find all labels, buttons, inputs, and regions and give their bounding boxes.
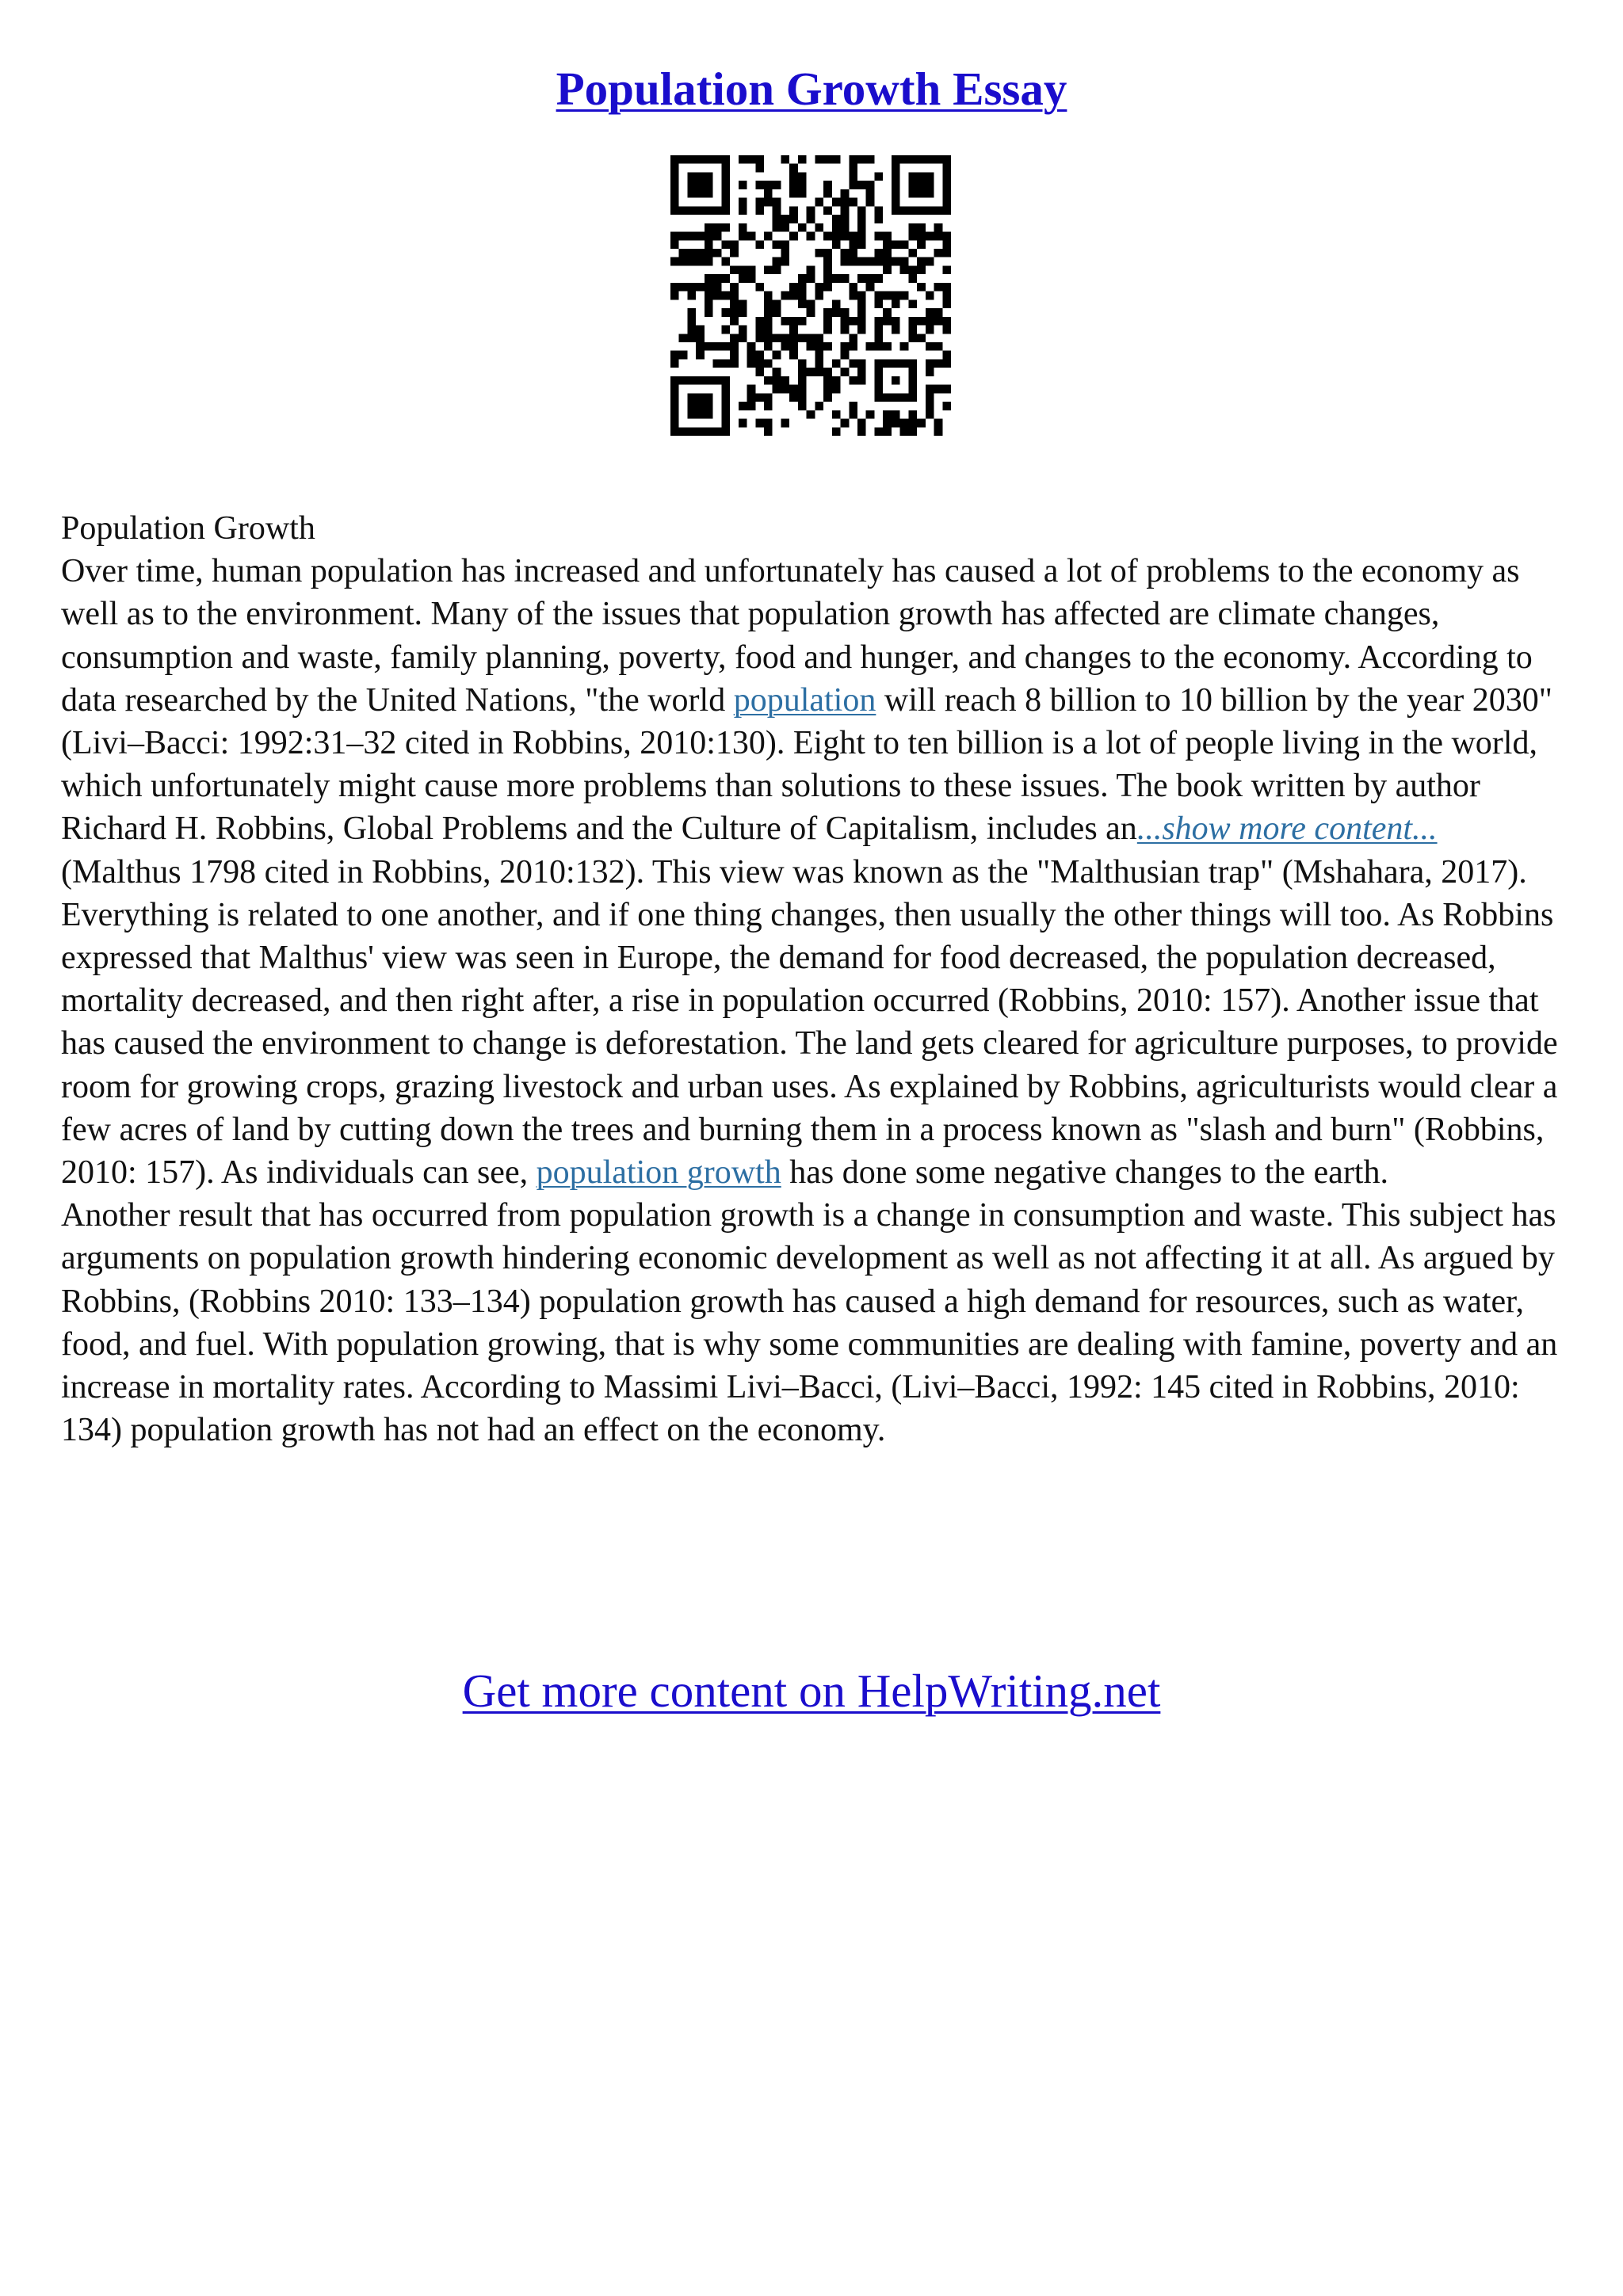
- essay-paragraph-1: [61, 550, 1567, 850]
- qr-code-icon: [670, 155, 951, 436]
- paragraph-2-text-b: has done some negative changes to the earth.: [781, 1154, 1388, 1192]
- population-link[interactable]: population: [733, 681, 876, 719]
- essay-paragraph-3: Another result that has occurred from population growth is a change in consumption and waste. This subject has arguments on population growth hindering economic development as well as not affecting it at all. As argued by Robbins, (Robbins 2010: 133–134) population growth has caused a high demand for resources, such as water, food, and fuel. With population growing, that is why some communities are dealing with famine, poverty and an increase in mortality rates. According to Massimi Livi–Bacci, (Livi–Bacci, 1992: 145 cited in Robbins, 2010: 134) population growth has not had an effect on the economy.: [61, 1197, 1558, 1449]
- paragraph-1-text-b: will reach 8 billion to 10 billion by the year 2030" (Livi–Bacci: 1992:31–32 cited in Robbins, 2010:130). Eight to ten billion is a lot of people living in the world, which unfortunately might cause more problems than solutions to these issues. The book written by author Richard H. Robbins, Global Problems and the Culture of Capitalism, includes an: [61, 681, 1552, 848]
- title-link[interactable]: Population Growth Essay: [556, 63, 1067, 115]
- helpwriting-link[interactable]: Get more content on HelpWriting.net: [462, 1665, 1161, 1717]
- essay-heading: Population Growth: [61, 510, 315, 547]
- page-title: [0, 57, 1623, 120]
- paragraph-1-text-a: Over time, human population has increased and unfortunately has caused a lot of problems to the economy as well as to the environment. Many of the issues that population growth has affected are climate changes, consumption and waste, family planning, poverty, food and hunger, and changes to the economy. According to data researched by the United Nations, "the world: [61, 553, 1533, 719]
- essay-body: [61, 507, 1567, 1451]
- show-more-link[interactable]: ...show more content...: [1136, 810, 1438, 848]
- essay-paragraph-2: [61, 851, 1567, 1195]
- population-growth-link[interactable]: population growth: [536, 1154, 781, 1192]
- footer: [0, 1659, 1623, 1722]
- paragraph-2-text-a: (Malthus 1798 cited in Robbins, 2010:132). This view was known as the "Malthusian trap" (Mshahara, 2017). Everything is related to one another, and if one thing changes, then usually the other things will too. As Robbins expressed that Malthus' view was seen in Europe, the demand for food decreased, the population decreased, mortality decreased, and then right after, a rise in population occurred (Robbins, 2010: 157). Another issue that has caused the environment to change is deforestation. The land gets cleared for agriculture purposes, to provide room for growing crops, grazing livestock and urban uses. As explained by Robbins, agriculturists would clear a few acres of land by cutting down the trees and burning them in a process known as "slash and burn" (Robbins, 2010: 157). As individuals can see,: [61, 853, 1558, 1192]
